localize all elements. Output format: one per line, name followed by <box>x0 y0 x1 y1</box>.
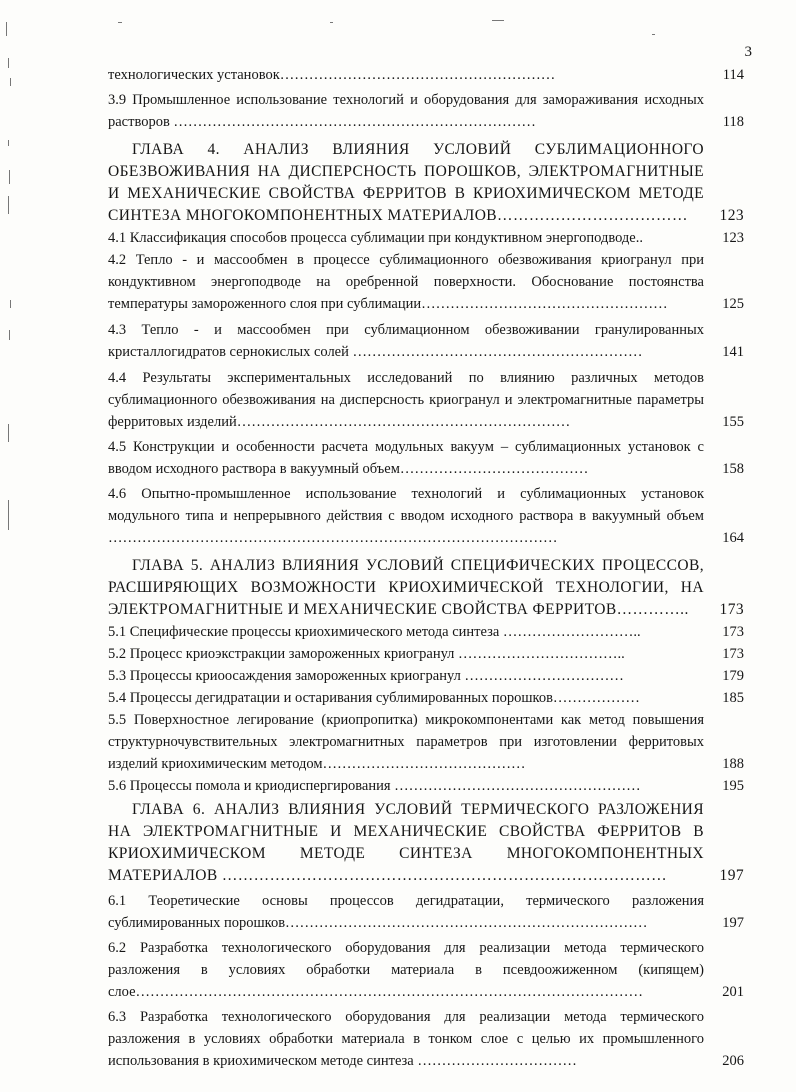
toc-chapter-title: ГЛАВА 5. АНАЛИЗ ВЛИЯНИЯ УСЛОВИЙ СПЕЦИФИЧЕСКИХ ПРОЦЕССОВ, РАСШИРЯЮЩИХ ВОЗМОЖНОСТИ КРИОХИМИЧЕСКОЙ ТЕХНОЛОГИИ, НА ЭЛЕКТРОМАГНИТНЫЕ И МЕХАНИЧЕСКИЕ СВОЙСТВА ФЕРРИТОВ………….. <box>108 557 704 618</box>
toc-entry[interactable] <box>108 709 750 775</box>
toc-entry-title: 5.1 Специфические процессы криохимического метода синтеза ……………………….. <box>108 624 641 640</box>
toc-entry-page: 201 <box>722 984 744 1000</box>
toc-entry-title: 4.1 Классификация способов процесса сублимации при кондуктивном энергоподводе.. <box>108 230 643 246</box>
toc-entry-page: 206 <box>722 1053 744 1069</box>
toc-entry-title: 4.4 Результаты экспериментальных исследований по влиянию различных методов сублимационного обезвоживания на дисперсность криогранул и электромагнитные параметры ферритовых изделий…………………………………………………………… <box>108 370 704 430</box>
toc-entry[interactable] <box>108 665 750 687</box>
toc-entry-title: технологических установок………………………………………………… <box>108 67 556 83</box>
toc-entry-page: 179 <box>722 668 744 684</box>
toc-entry-title: 5.4 Процессы дегидратации и остаривания сублимированных порошков……………… <box>108 690 640 706</box>
toc-entry-page: 123 <box>722 230 744 246</box>
toc-entry-title: 5.2 Процесс криоэкстракции замороженных криогранул …………………………….. <box>108 646 625 662</box>
toc-entry-page: 173 <box>722 624 744 640</box>
toc-entry-title: 4.5 Конструкции и особенности расчета модульных вакуум – сублимационных установок с вводом исходного раствора в вакуумный объем………………………………… <box>108 439 704 477</box>
toc-entry-title: 6.1 Теоретические основы процессов дегидратации, термического разложения сублимированных порошков………………………………………………………………… <box>108 893 704 931</box>
toc-entry-title: 3.9 Промышленное использование технологий и оборудования для замораживания исходных растворов ………………………………………………………………… <box>108 92 704 130</box>
toc-entry-page: 188 <box>722 756 744 772</box>
scan-margin-marks <box>0 0 30 1092</box>
toc-entry[interactable] <box>108 687 750 709</box>
toc-chapter-entry[interactable] <box>108 137 750 227</box>
toc-entry-page: 141 <box>722 344 744 360</box>
toc-entry-page: 158 <box>722 461 744 477</box>
toc-entry[interactable] <box>108 249 750 315</box>
toc-entry-title: 5.5 Поверхностное легирование (криопропитка) микрокомпонентами как метод повышения структурночувствительных электромагнитных параметров при изготовлении ферритовых изделий криохимическим методом…………………………………… <box>108 712 704 772</box>
toc-entry-page: 173 <box>722 646 744 662</box>
toc-entry[interactable] <box>108 227 750 249</box>
table-of-contents <box>108 64 750 1072</box>
toc-chapter-entry[interactable] <box>108 553 750 621</box>
toc-entry[interactable] <box>108 1006 750 1072</box>
toc-entry-title: 6.2 Разработка технологического оборудования для реализации метода термического разложения в условиях обработки материала в псевдоожиженном (кипящем) слое…………………………………………………………………………………………… <box>108 940 704 1000</box>
toc-entry[interactable] <box>108 937 750 1003</box>
toc-entry[interactable] <box>108 436 750 480</box>
toc-entry-page: 125 <box>722 296 744 312</box>
toc-entry-page: 173 <box>719 601 744 618</box>
toc-entry-title: 5.3 Процессы криоосаждения замороженных криогранул …………………………… <box>108 668 624 684</box>
toc-entry[interactable] <box>108 367 750 433</box>
toc-entry[interactable] <box>108 89 750 133</box>
page-number: 3 <box>744 44 752 60</box>
toc-entry-title: 4.2 Тепло - и массообмен в процессе сублимационного обезвоживания криогранул при кондуктивном энергоподводе на оребренной поверхности. Обоснование постоянства температуры замороженного слоя при сублимации…………………………………………… <box>108 252 704 312</box>
toc-entry-page: 164 <box>722 530 744 546</box>
toc-entry-page: 114 <box>722 67 744 83</box>
toc-entry[interactable] <box>108 643 750 665</box>
toc-entry[interactable] <box>108 890 750 934</box>
toc-entry[interactable] <box>108 483 750 549</box>
toc-entry-page: 123 <box>719 207 744 224</box>
toc-entry-title: 5.6 Процессы помола и криодиспергирования …………………………………………… <box>108 778 641 794</box>
toc-entry[interactable] <box>108 319 750 363</box>
toc-entry-page: 155 <box>722 414 744 430</box>
toc-entry-page: 185 <box>722 690 744 706</box>
toc-entry-title: 4.3 Тепло - и массообмен при сублимационном обезвоживании гранулированных кристаллогидратов сернокислых солей …………………………………………………… <box>108 322 704 360</box>
toc-entry-page: 118 <box>722 114 744 130</box>
toc-entry-title: 6.3 Разработка технологического оборудования для реализации метода термического разложения в условиях обработки материала в тонком слое с целью их промышленного использования в криохимическом методе синтеза …………………………… <box>108 1009 704 1069</box>
toc-entry[interactable] <box>108 64 750 86</box>
toc-entry-title: 4.6 Опытно-промышленное использование технологий и сублимационных установок модульного типа и непрерывного действия с вводом исходного раствора в вакуумный объем ………………………………………………………………………………… <box>108 486 704 546</box>
toc-entry-page: 195 <box>722 778 744 794</box>
toc-entry-page: 197 <box>719 867 744 884</box>
toc-entry[interactable] <box>108 775 750 797</box>
toc-chapter-entry[interactable] <box>108 797 750 887</box>
toc-chapter-title: ГЛАВА 4. АНАЛИЗ ВЛИЯНИЯ УСЛОВИЙ СУБЛИМАЦИОННОГО ОБЕЗВОЖИВАНИЯ НА ДИСПЕРСНОСТЬ ПОРОШКОВ, ЭЛЕКТРОМАГНИТНЫЕ И МЕХАНИЧЕСКИЕ СВОЙСТВА ФЕРРИТОВ В КРИОХИМИЧЕСКОМ МЕТОДЕ СИНТЕЗА МНОГОКОМПОНЕНТНЫХ МАТЕРИАЛОВ……………………………… <box>108 141 704 224</box>
toc-entry[interactable] <box>108 621 750 643</box>
toc-chapter-title: ГЛАВА 6. АНАЛИЗ ВЛИЯНИЯ УСЛОВИЙ ТЕРМИЧЕСКОГО РАЗЛОЖЕНИЯ НА ЭЛЕКТРОМАГНИТНЫЕ И МЕХАНИЧЕСКИЕ СВОЙСТВА ФЕРРИТОВ В КРИОХИМИЧЕСКОМ МЕТОДЕ СИНТЕЗА МНОГОКОМПОНЕНТНЫХ МАТЕРИАЛОВ ………………………………………………………………………… <box>108 801 704 884</box>
toc-entry-page: 197 <box>722 915 744 931</box>
